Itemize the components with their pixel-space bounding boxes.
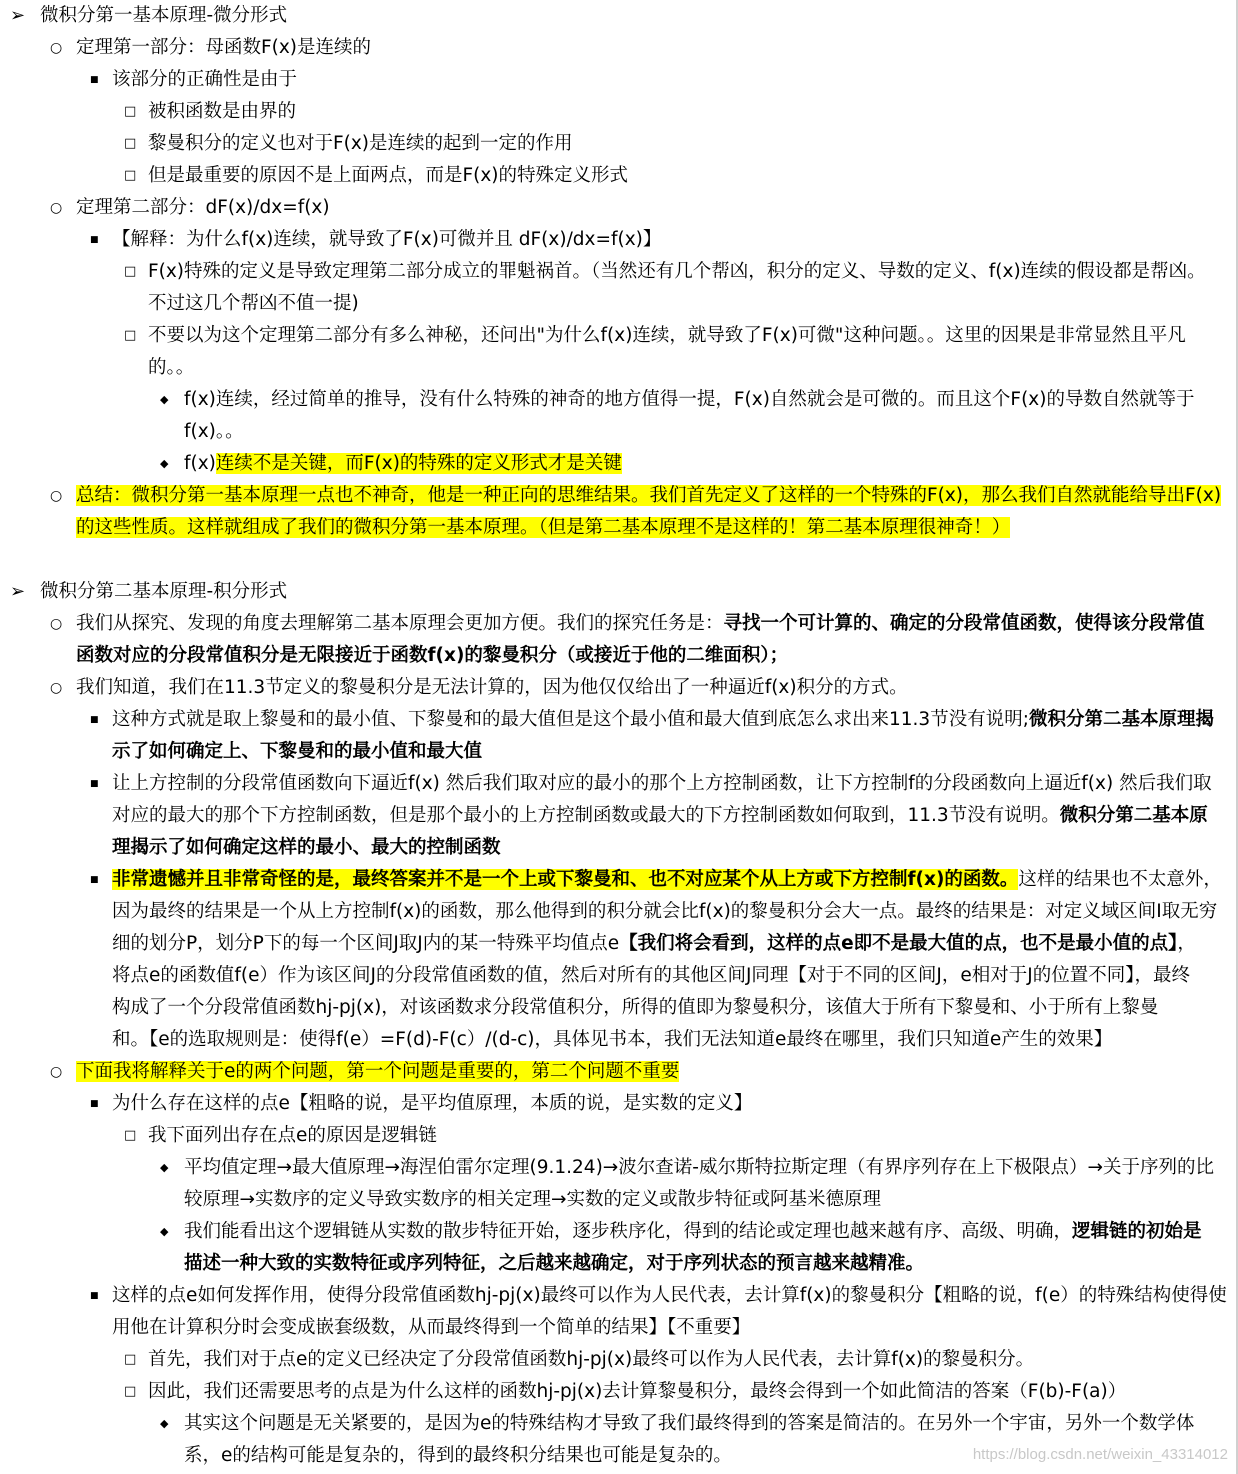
list-item: 我下面列出存在点e的原因是逻辑链 <box>148 1125 437 1146</box>
list-item-cont: 描述一种大致的实数特征或序列特征，之后越来越确定，对于序列状态的预言越来越精准。 <box>184 1253 925 1274</box>
list-item: 这样的点e如何发挥作用，使得分段常值函数hj-pj(x)最终可以作为人民代表，去计算f(x)的黎曼积分【粗略的说，f(e）的特殊结构使得使 <box>112 1285 1227 1306</box>
circle-bullet-icon: ○ <box>50 488 63 504</box>
s1-part1-reason: 该部分的正确性是由于 <box>112 69 298 90</box>
list-item-cont: 细的划分P，划分P下的每一个区间J取J内的某一特殊平均值点e【我们将会看到，这样的点e即不是最大值的点，也不是最小值的点】， <box>112 933 1196 954</box>
list-item: 平均值定理→最大值原理→海涅伯雷尔定理(9.1.24)→波尔查诺-威尔斯特拉斯定理（有界序列存在上下极限点）→关于序列的比 <box>184 1157 1214 1178</box>
list-item: 但是最重要的原因不是上面两点，而是F(x)的特殊定义形式 <box>148 165 629 186</box>
list-item: f(x)连续不是关键，而F(x)的特殊的定义形式才是关键 <box>184 453 622 474</box>
watermark: https://blog.csdn.net/weixin_43314012 <box>972 1446 1228 1463</box>
arrow-bullet-icon: ➢ <box>10 581 26 602</box>
section1-title: 微积分第一基本原理-微分形式 <box>40 5 288 26</box>
list-item-cont: f(x)。。 <box>184 421 244 442</box>
square-bullet-icon: ■ <box>90 779 99 789</box>
list-item: 这种方式就是取上黎曼和的最小值、下黎曼和的最大值但是这个最小值和最大值到底怎么求出来11.3节没有说明;微积分第二基本原理揭 <box>112 709 1214 730</box>
list-item: 黎曼积分的定义也对于F(x)是连续的起到一定的作用 <box>148 133 573 154</box>
arrow-bullet-icon: ➢ <box>10 5 26 26</box>
diamond-bullet-icon: ◆ <box>160 1225 169 1238</box>
s2-task: 我们从探究、发现的角度去理解第二基本原理会更加方便。我们的探究任务是：寻找一个可计算的、确定的分段常值函数，使得该分段常值 <box>76 613 1205 634</box>
circle-bullet-icon: ○ <box>50 40 63 56</box>
hollow-square-bullet-icon: □ <box>124 1128 137 1143</box>
s1-part2-explain: 【解释：为什么f(x)连续，就导致了F(x)可微并且 dF(x)/dx=f(x)】 <box>112 229 662 250</box>
list-item-cont: 构成了一个分段常值函数hj-pj(x)，对该函数求分段常值积分，所得的值即为黎曼积分，该值大于所有下黎曼和、小于所有上黎曼 <box>112 997 1159 1018</box>
list-item-cont: 将点e的函数值f(e）作为该区间J的分段常值函数的值，然后对所有的其他区间J同理【对于不同的区间J，e相对于J的位置不同】，最终 <box>112 965 1190 986</box>
s2-known: 我们知道，我们在11.3节定义的黎曼积分是无法计算的，因为他仅仅给出了一种逼近f(x)积分的方式。 <box>76 677 908 698</box>
list-item-cont: 示了如何确定上、下黎曼和的最小值和最大值 <box>112 741 483 762</box>
list-item: 非常遗憾并且非常奇怪的是，最终答案并不是一个上或下黎曼和、也不对应某个从上方或下方控制f(x)的函数。这样的结果也不太意外， <box>112 869 1222 890</box>
circle-bullet-icon: ○ <box>50 1064 63 1080</box>
list-item-cont: 因为最终的结果是一个从上方控制f(x)的函数，那么他得到的积分就会比f(x)的黎曼积分会大一点。最终的结果是：对定义域区间I取无穷 <box>112 901 1218 922</box>
diamond-bullet-icon: ◆ <box>160 457 169 470</box>
square-bullet-icon: ■ <box>90 235 99 245</box>
list-item: 首先，我们对于点e的定义已经决定了分段常值函数hj-pj(x)最终可以作为人民代表，去计算f(x)的黎曼积分。 <box>148 1349 1035 1370</box>
hollow-square-bullet-icon: □ <box>124 136 137 151</box>
list-item: 因此，我们还需要思考的点是为什么这样的函数hj-pj(x)去计算黎曼积分，最终会得到一个如此简洁的答案（F(b)-F(a)） <box>148 1381 1127 1402</box>
list-item-cont: 较原理→实数序的定义导致实数序的相关定理→实数的定义或散步特征或阿基米德原理 <box>184 1189 882 1210</box>
s1-summary-cont: 的这些性质。这样就组成了我们的微积分第一基本原理。（但是第二基本原理不是这样的！第二基本原理很神奇！） <box>76 517 1011 538</box>
list-item-cont: 不过这几个帮凶不值一提) <box>148 293 359 314</box>
hollow-square-bullet-icon: □ <box>124 168 137 183</box>
list-item: 让上方控制的分段常值函数向下逼近f(x) 然后我们取对应的最小的那个上方控制函数，让下方控制f的分段函数向上逼近f(x) 然后我们取 <box>112 773 1212 794</box>
s2-task-cont: 函数对应的分段常值积分是无限接近于函数f(x)的黎曼积分（或接近于他的二维面积）； <box>76 645 789 666</box>
section2-title: 微积分第二基本原理-积分形式 <box>40 581 288 602</box>
square-bullet-icon: ■ <box>90 1291 99 1301</box>
list-item-cont: 用他在计算积分时会变成嵌套级数，从而最终得到一个简单的结果】【不重要】 <box>112 1317 751 1338</box>
list-item-cont: 对应的最大的那个下方控制函数，但是那个最小的上方控制函数或最大的下方控制函数如何取到，11.3节没有说明。微积分第二基本原 <box>112 805 1208 826</box>
hollow-square-bullet-icon: □ <box>124 104 137 119</box>
hollow-square-bullet-icon: □ <box>124 1384 137 1399</box>
circle-bullet-icon: ○ <box>50 680 63 696</box>
hollow-square-bullet-icon: □ <box>124 264 137 279</box>
list-item-cont: 的。。 <box>148 357 195 378</box>
list-item-cont: 和。【e的选取规则是：使得f(e）=F(d)-F(c）/(d-c)，具体见书本，我们无法知道e最终在哪里，我们只知道e产生的效果】 <box>112 1029 1113 1050</box>
square-bullet-icon: ■ <box>90 75 99 85</box>
s2-two-questions: 下面我将解释关于e的两个问题，第一个问题是重要的，第二个问题不重要 <box>76 1061 680 1082</box>
diamond-bullet-icon: ◆ <box>160 1417 169 1430</box>
square-bullet-icon: ■ <box>90 875 99 885</box>
diamond-bullet-icon: ◆ <box>160 393 169 406</box>
list-item: 被积函数是由界的 <box>148 101 297 122</box>
s1-summary: 总结：微积分第一基本原理一点也不神奇，他是一种正向的思维结果。我们首先定义了这样的一个特殊的F(x)，那么我们自然就能给导出F(x) <box>76 485 1222 506</box>
list-item-cont: 系，e的结构可能是复杂的，得到的最终积分结果也可能是复杂的。 <box>184 1445 732 1466</box>
circle-bullet-icon: ○ <box>50 616 63 632</box>
list-item: 我们能看出这个逻辑链从实数的散步特征开始，逐步秩序化，得到的结论或定理也越来越有序、高级、明确，逻辑链的初始是 <box>184 1221 1202 1242</box>
list-item: 不要以为这个定理第二部分有多么神秘，还问出"为什么f(x)连续，就导致了F(x)可微"这种问题。。这里的因果是非常显然且平凡 <box>148 325 1186 346</box>
circle-bullet-icon: ○ <box>50 200 63 216</box>
s1-part2: 定理第二部分：dF(x)/dx=f(x) <box>76 197 330 218</box>
list-item: 为什么存在这样的点e【粗略的说，是平均值原理，本质的说，是实数的定义】 <box>112 1093 753 1114</box>
list-item: 其实这个问题是无关紧要的，是因为e的特殊结构才导致了我们最终得到的答案是简洁的。在另外一个宇宙，另外一个数学体 <box>184 1413 1195 1434</box>
square-bullet-icon: ■ <box>90 715 99 725</box>
list-item: f(x)连续，经过简单的推导，没有什么特殊的神奇的地方值得一提，F(x)自然就会是可微的。而且这个F(x)的导数自然就等于 <box>184 389 1195 410</box>
list-item: F(x)特殊的定义是导致定理第二部分成立的罪魁祸首。（当然还有几个帮凶，积分的定义、导数的定义、f(x)连续的假设都是帮凶。 <box>148 261 1206 282</box>
square-bullet-icon: ■ <box>90 1099 99 1109</box>
s1-part1: 定理第一部分：母函数F(x)是连续的 <box>76 37 372 58</box>
list-item-cont: 理揭示了如何确定这样的最小、最大的控制函数 <box>112 837 501 858</box>
diamond-bullet-icon: ◆ <box>160 1161 169 1174</box>
hollow-square-bullet-icon: □ <box>124 1352 137 1367</box>
hollow-square-bullet-icon: □ <box>124 328 137 343</box>
